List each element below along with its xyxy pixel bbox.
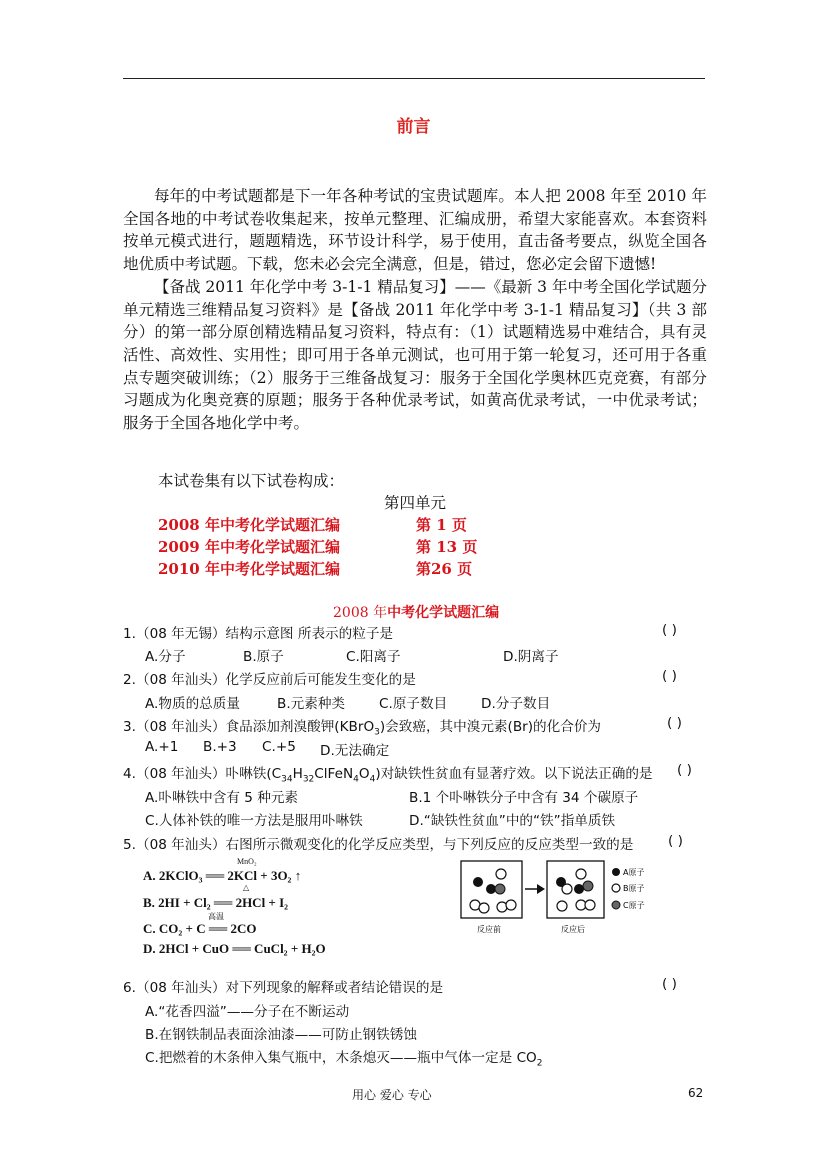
q5-catalyst-label: MnO₂: [237, 857, 257, 866]
legend-b-label: B原子: [623, 884, 645, 893]
question-2-stem: 2.（08 年汕头）化学反应前后可能发生变化的是: [123, 672, 416, 688]
q3-option-b: B.+3: [203, 739, 237, 755]
answer-paren: ( ): [662, 668, 677, 684]
q5-high-temp-label: 高温: [208, 912, 224, 921]
q1-option-c: C.阳离子: [346, 649, 401, 665]
q4-option-b: B.1 个卟啉铁分子中含有 34 个碳原子: [409, 790, 639, 806]
question-6-stem: 6.（08 年汕头）对下列现象的解释或者结论错误的是: [123, 980, 444, 996]
q4-option-c: C.人体补铁的唯一方法是服用卟啉铁: [145, 813, 363, 829]
q1-option-a: A.分子: [145, 649, 186, 665]
after-label: 反应后: [561, 925, 585, 934]
q2-option-a: A.物质的总质量: [145, 696, 240, 712]
legend-a-label: A原子: [623, 868, 645, 877]
unit-label: 第四单元: [384, 494, 447, 512]
q3-option-c: C.+5: [262, 739, 296, 755]
intro-paragraph-2: 【备战 2011 年化学中考 3-1-1 精品复习】——《最新 3 年中考全国化学试题分单元精选三维精品复习资料》是【备战 2011 年化学中考 3-1-1 精品复习】（共 3 部分）的第一部分原创精选精品复习资料，特点有：（1）试题精选易中难结合，具有灵活性、高效性、实用性；即可用于各单元测试，也可用于第一轮复习，还可用于各重点专题突破训练；（2）服务于三维备战复习：服务于全国化学奥林匹克竞赛，有部分习题成为化奥竞赛的原题；服务于各种优录考试，如黄高优录考试，一中优录考试；服务于全国各地化学中考。: [123, 277, 707, 433]
question-1-stem: 1.（08 年无锡）结构示意图 所表示的粒子是: [123, 626, 394, 642]
b-atom: [585, 900, 595, 910]
header-rule: [123, 78, 705, 79]
q6-option-b: B.在钢铁制品表面涂油漆——可防止钢铁锈蚀: [145, 1027, 417, 1043]
toc-name: 中考化学试题汇编: [219, 560, 340, 578]
section-year: 2008 年: [333, 605, 388, 621]
arrow-icon: [537, 884, 545, 894]
answer-paren: ( ): [662, 976, 677, 992]
toc-page: 第 1 页: [416, 516, 467, 534]
question-4-stem: 4.（08 年汕头）卟啉铁$(C_{34}H_{32}ClFeN_4O_4)$对缺铁性贫血有显著疗效。以下说法正确的是: [123, 766, 653, 785]
toc-year: 2008 年: [158, 516, 220, 534]
answer-paren: ( ): [668, 833, 683, 849]
answer-paren: ( ): [662, 622, 677, 638]
toc-page: 第26 页: [416, 560, 473, 578]
q6-option-c: C.把燃着的木条伸入集气瓶中，木条熄灭——瓶中气体一定是 $CO_2$: [145, 1050, 543, 1069]
q3-option-d: D.无法确定: [320, 743, 390, 759]
legend-c-swatch: [612, 901, 620, 909]
b-atom: [479, 903, 489, 913]
toc-row[interactable]: [158, 536, 340, 557]
q4-option-a: A.卟啉铁中含有 5 种元素: [145, 790, 299, 806]
b-atom: [562, 884, 572, 894]
question-5-stem: 5.（08 年汕头）右图所示微观变化的化学反应类型，与下列反应的反应类型一致的是: [123, 837, 634, 853]
footer-motto: 用心 爱心 专心: [352, 1088, 432, 1102]
q3-option-a: A.+1: [145, 739, 179, 755]
toc-row[interactable]: [158, 558, 340, 579]
q6-option-a: A.“花香四溢”——分子在不断运动: [145, 1004, 350, 1020]
page-number: 62: [688, 1086, 704, 1100]
legend-b-swatch: [612, 884, 620, 892]
section-heading: [333, 602, 499, 622]
c-atom: [583, 881, 593, 891]
section-name: 中考化学试题汇编: [387, 605, 500, 621]
b-atom: [506, 900, 516, 910]
b-atom: [557, 901, 567, 911]
toc-year: 2009 年: [158, 538, 220, 556]
intro-text: [123, 185, 707, 435]
toc-name: 中考化学试题汇编: [219, 538, 340, 556]
page-title: 前言: [396, 117, 431, 137]
question-3-stem: 3.（08 年汕头）食品添加剂溴酸钾(KBrO$_3$)会致癌，其中溴元素(Br)的化合价为: [123, 719, 602, 738]
intro-paragraph-1: 每年的中考试题都是下一年各种考试的宝贵试题库。本人把 2008 年至 2010 年全国各地的中考试卷收集起来，按单元整理、汇编成册，希望大家能喜欢。本套资料按单元模式进行，题题精选，环节设计科学，易于使用，直击备考要点，纵览全国各地优质中考试题。下载，您未必会完全满意，但是，错过，您必定会留下遗憾!: [123, 187, 707, 274]
q1-option-b: B.原子: [243, 649, 284, 665]
q5-heat-label: △: [243, 883, 250, 892]
b-atom: [496, 869, 506, 879]
a-atom: [473, 877, 483, 887]
before-label: 反应前: [477, 925, 501, 934]
q2-option-d: D.分子数目: [481, 696, 551, 712]
q5-equation-d: D. 2HCl + CuO ══ CuCl₂ + H₂O: [143, 941, 326, 956]
q5-equation-c: C. CO₂ + C ══ 2CO: [143, 921, 257, 936]
b-atom: [497, 902, 507, 912]
q1-option-d: D.阴离子: [503, 649, 559, 665]
q5-reaction-diagram: [457, 858, 657, 938]
q2-option-b: B.元素种类: [277, 696, 346, 712]
toc-page: 第 13 页: [416, 538, 478, 556]
composition-intro: 本试卷集有以下试卷构成：: [158, 472, 345, 490]
legend-a-swatch: [612, 868, 620, 876]
q5-equation-a: A. 2KClO₃ ══ 2KCl + 3O₂ ↑: [143, 868, 302, 883]
toc-year: 2010 年: [158, 560, 220, 578]
answer-paren: ( ): [677, 762, 692, 778]
toc-name: 中考化学试题汇编: [219, 516, 340, 534]
b-atom: [576, 869, 586, 879]
q4-option-d: D.“缺铁性贫血”中的“铁”指单质铁: [409, 813, 616, 829]
c-atom: [495, 884, 505, 894]
q5-equation-b: B. 2HI + Cl₂ ══ 2HCl + I₂: [143, 895, 289, 910]
answer-paren: ( ): [667, 715, 682, 731]
legend-c-label: C原子: [623, 901, 645, 910]
q2-option-c: C.原子数目: [379, 696, 448, 712]
a-atom: [574, 884, 584, 894]
toc-row[interactable]: [158, 514, 340, 535]
